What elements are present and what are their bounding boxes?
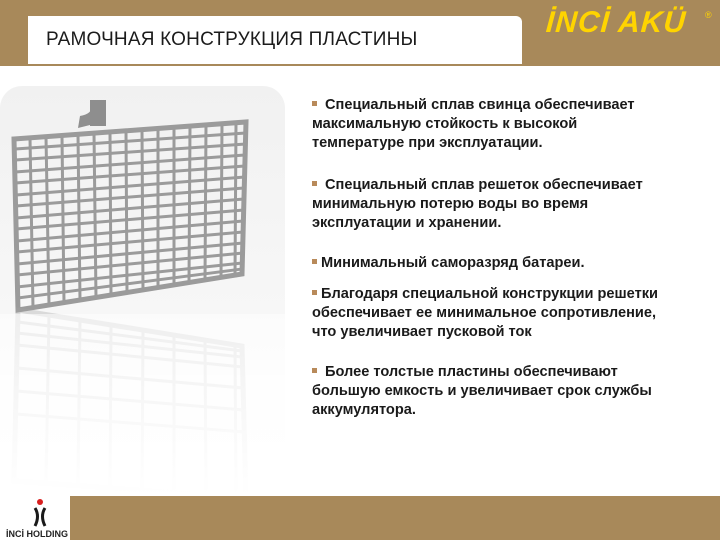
- page-title: РАМОЧНАЯ КОНСТРУКЦИЯ ПЛАСТИНЫ: [46, 29, 418, 50]
- brand-logo: İNCİ AKÜ: [544, 6, 688, 39]
- list-item: Более толстые пластины обеспечивают большую емкость и увеличивает срок службы аккумулятора.: [312, 364, 652, 418]
- battery-grid-plate-icon: [0, 86, 285, 496]
- list-item: Специальный сплав решеток обеспечивает минимальную потерю воды во время эксплуатации и хранении.: [312, 177, 643, 231]
- title-box: [28, 16, 522, 64]
- footer-logo-box: [0, 496, 70, 540]
- square-bullet-icon: [312, 181, 317, 186]
- square-bullet-icon: [312, 368, 317, 373]
- grid-plate-image: [0, 86, 285, 496]
- square-bullet-icon: [312, 290, 317, 295]
- list-item: Благодаря специальной конструкции решетки обеспечивает ее минимальное сопротивление, что увеличивает пусковой ток: [312, 286, 659, 340]
- company-name: İNCİ HOLDING: [6, 529, 68, 539]
- footer-bar: [0, 496, 720, 540]
- inci-holding-logo-icon: [0, 496, 70, 530]
- list-item: Минимальный саморазряд батареи.: [312, 254, 585, 273]
- registered-mark: ®: [705, 10, 712, 20]
- square-bullet-icon: [312, 259, 317, 264]
- square-bullet-icon: [312, 101, 317, 106]
- list-item: Специальный сплав свинца обеспечивает максимальную стойкость к высокой температуре при эксплуатации.: [312, 97, 635, 151]
- header-bar: [0, 0, 720, 66]
